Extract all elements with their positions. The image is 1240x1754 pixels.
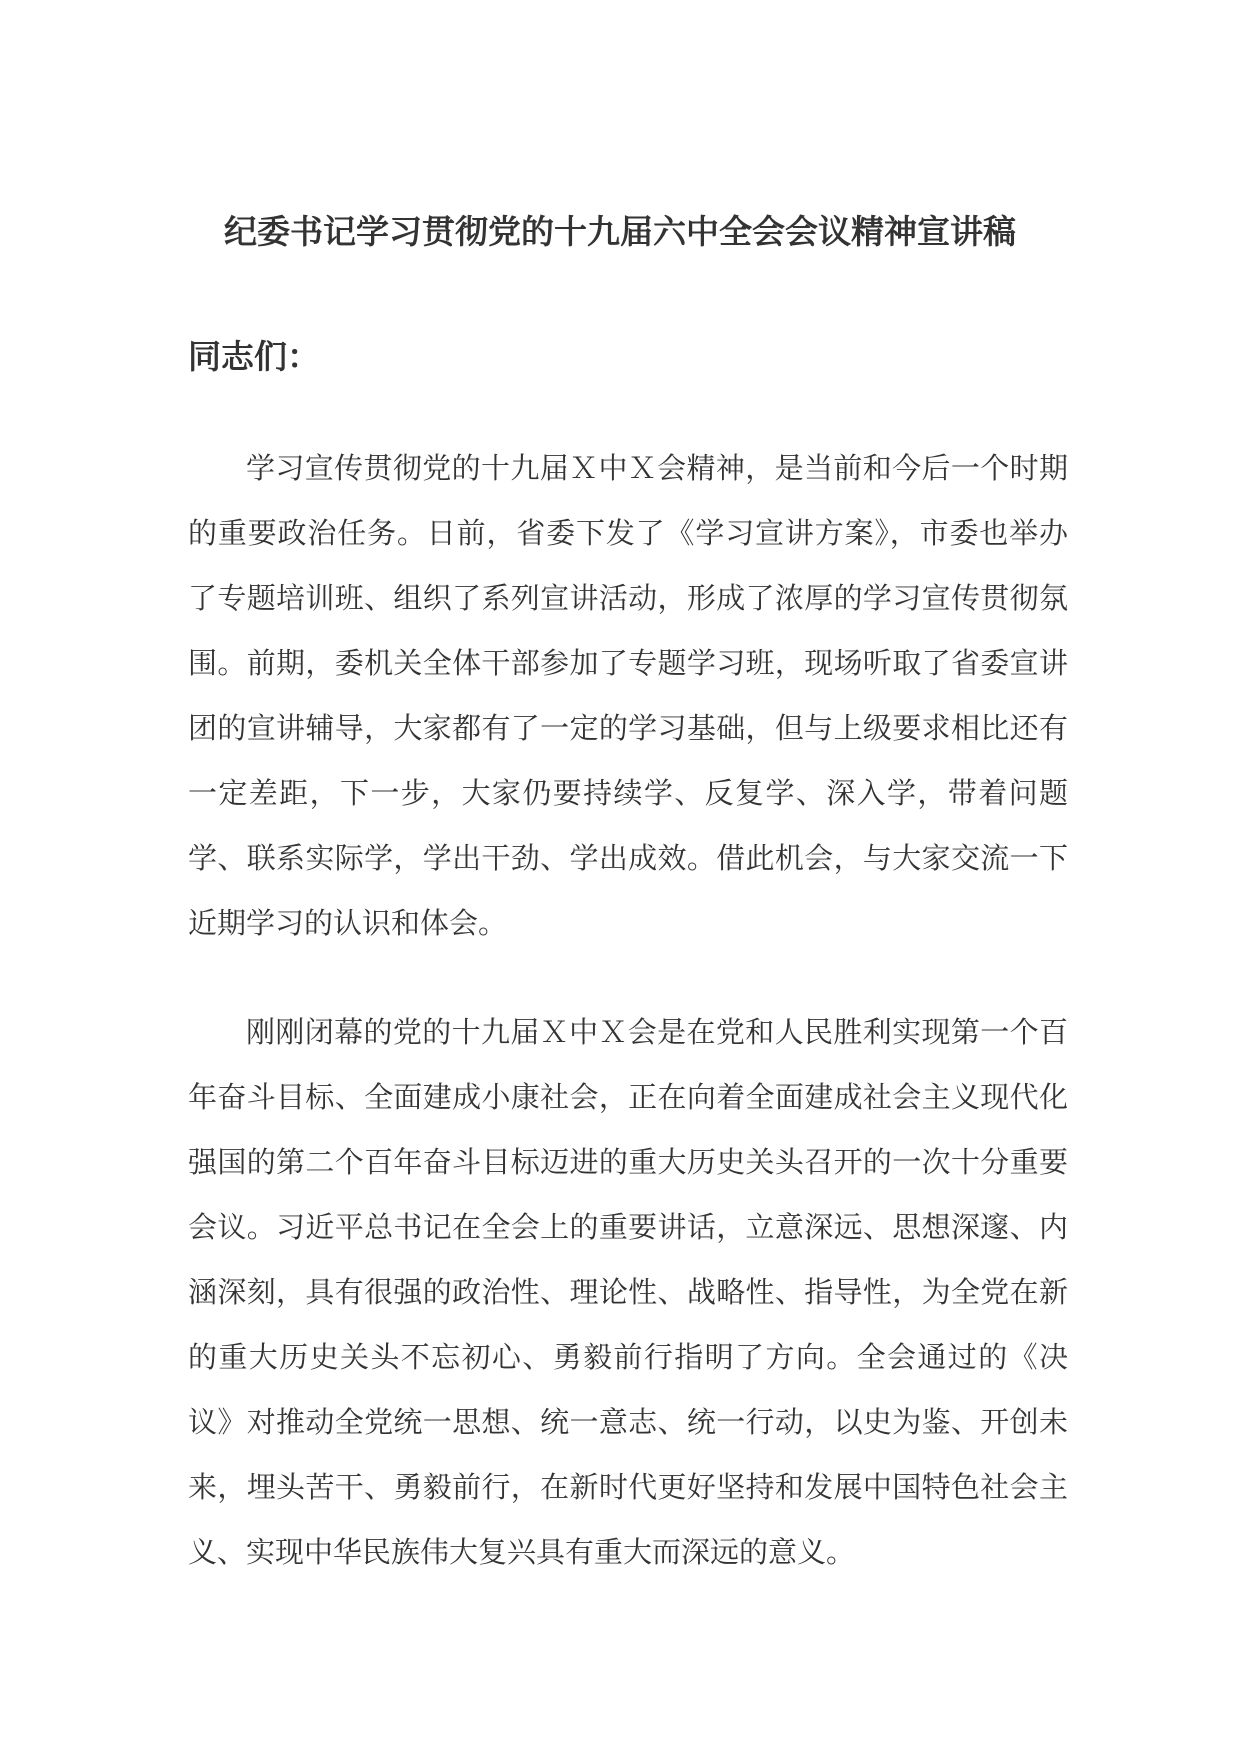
paragraph-1: 学习宣传贯彻党的十九届Ｘ中Ｘ会精神，是当前和今后一个时期的重要政治任务。日前，省委下发了《学习宣讲方案》，市委也举办了专题培训班、组织了系列宣讲活动，形成了浓厚的学习宣传贯彻氛围。前期，委机关全体干部参加了专题学习班，现场听取了省委宣讲团的宣讲辅导，大家都有了一定的学习基础，但与上级要求相比还有一定差距，下一步，大家仍要持续学、反复学、深入学，带着问题学、联系实际学，学出干劲、学出成效。借此机会，与大家交流一下近期学习的认识和体会。 <box>188 451 1068 940</box>
document-title: 纪委书记学习贯彻党的十九届六中全会会议精神宣讲稿 <box>224 212 1016 251</box>
greeting: 同志们： <box>188 337 320 376</box>
paragraph-2: 刚刚闭幕的党的十九届Ｘ中Ｘ会是在党和人民胜利实现第一个百年奋斗目标、全面建成小康社会，正在向着全面建成社会主义现代化强国的第二个百年奋斗目标迈进的重大历史关头召开的一次十分重要会议。习近平总书记在全会上的重要讲话，立意深远、思想深邃、内涵深刻，具有很强的政治性、理论性、战略性、指导性，为全党在新的重大历史关头不忘初心、勇毅前行指明了方向。全会通过的《决议》对推动全党统一思想、统一意志、统一行动，以史为鉴、开创未来，埋头苦干、勇毅前行，在新时代更好坚持和发展中国特色社会主义、实现中华民族伟大复兴具有重大而深远的意义。 <box>188 1015 1068 1569</box>
